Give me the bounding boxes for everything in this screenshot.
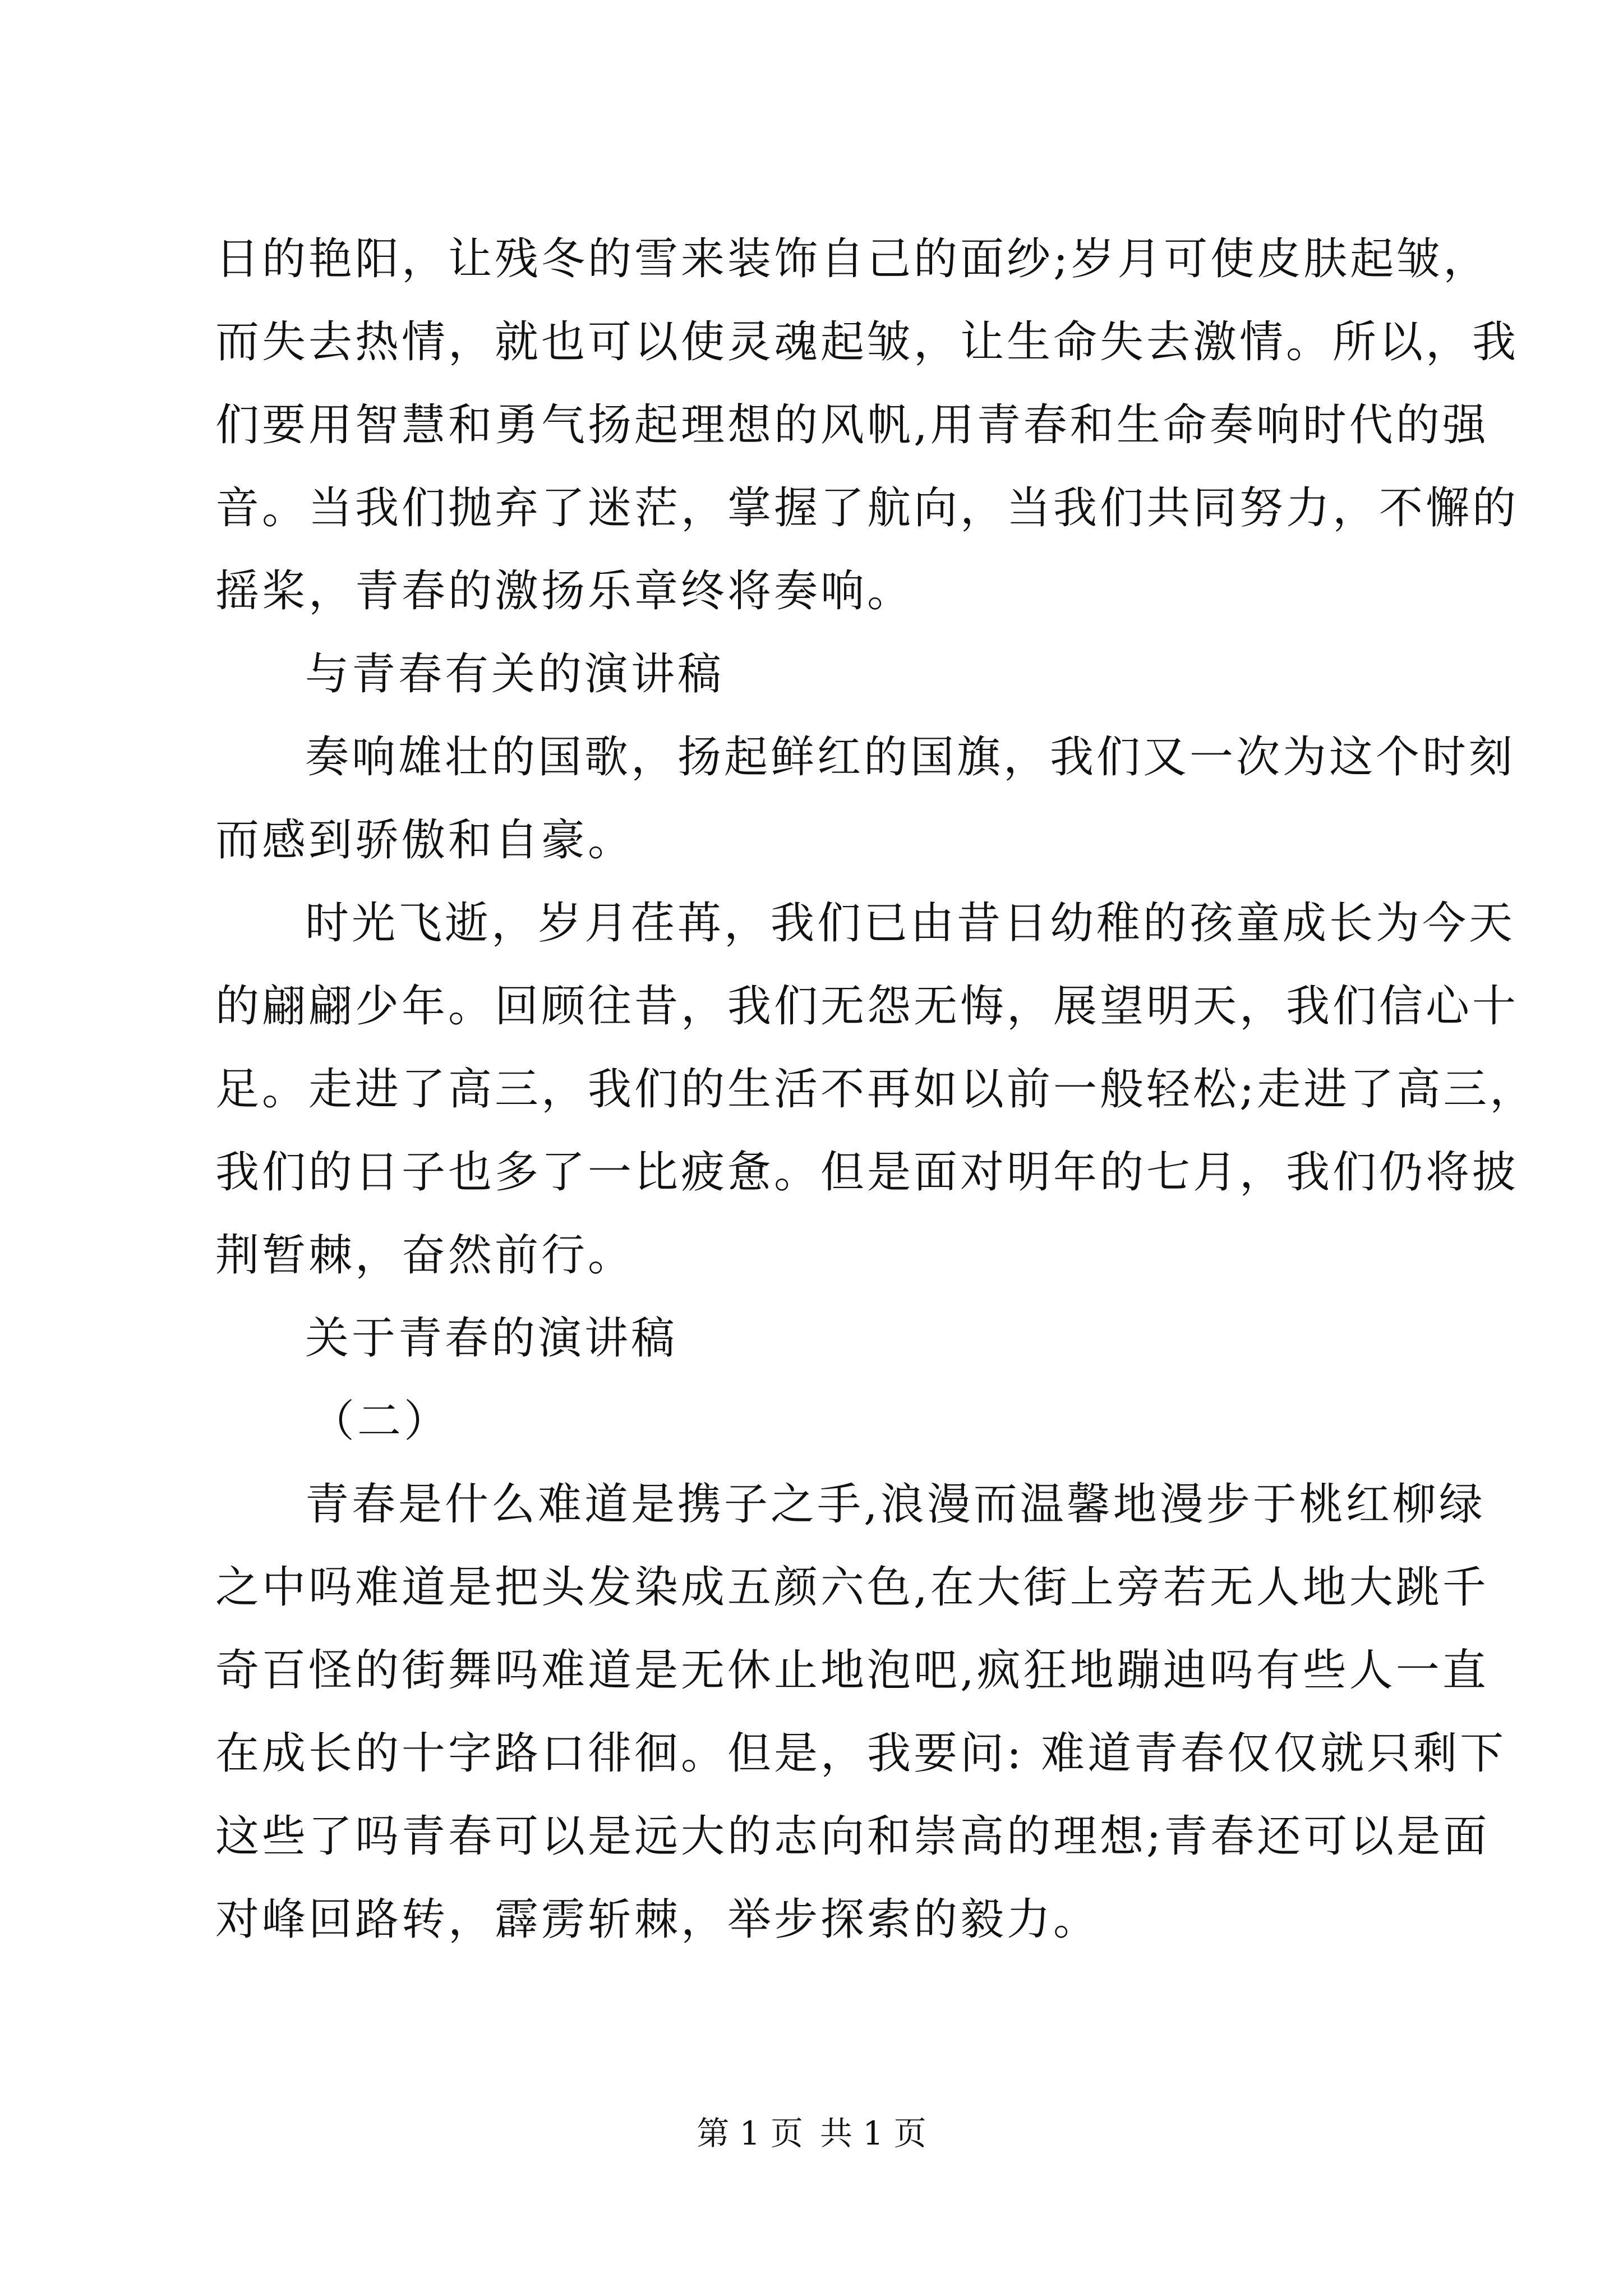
text-line: 奇百怪的街舞吗难道是无休止地泡吧,疯狂地蹦迪吗有些人一直 — [215, 1645, 1489, 1696]
text-line: 对峰回路转，霹雳斩棘，举步探索的毅力。 — [215, 1894, 1100, 1945]
document-body — [215, 218, 1537, 1961]
text-line: 这些了吗青春可以是远大的志向和崇高的理想;青春还可以是面 — [215, 1811, 1490, 1862]
page-total: 共 1 页 — [820, 2114, 926, 2152]
text-line: 音。当我们抛弃了迷茫，掌握了航向，当我们共同努力，不懈的 — [215, 483, 1519, 533]
text-line: 们要用智慧和勇气扬起理想的风帆,用青春和生命奏响时代的强 — [215, 400, 1489, 450]
text-line: 日的艳阳，让残冬的雪来装饰自己的面纱;岁月可使皮肤起皱， — [215, 234, 1490, 284]
text-line: 青春是什么难道是携子之手,浪漫而温馨地漫步于桃红柳绿 — [305, 1479, 1486, 1530]
section-number: （二） — [311, 1396, 451, 1447]
text-line: 时光飞逝，岁月荏苒，我们已由昔日幼稚的孩童成长为今天 — [305, 898, 1516, 949]
text-line: 在成长的十字路口徘徊。但是，我要问: 难道青春仅仅就只剩下 — [215, 1728, 1507, 1779]
page-footer — [0, 2114, 1623, 2153]
text-line: 足。走进了高三，我们的生活不再如以前一般轻松;走进了高三， — [215, 1064, 1537, 1115]
text-line: 而感到骄傲和自豪。 — [215, 815, 635, 866]
text-line: 奏响雄壮的国歌，扬起鲜红的国旗，我们又一次为这个时刻 — [305, 732, 1516, 783]
page-number: 第 1 页 — [697, 2114, 803, 2152]
section-heading: 与青春有关的演讲稿 — [305, 649, 725, 700]
text-line: 摇桨，青春的激扬乐章终将奏响。 — [215, 566, 914, 616]
text-line: 的翩翩少年。回顾往昔，我们无怨无悔，展望明天，我们信心十 — [215, 981, 1519, 1032]
text-line: 我们的日子也多了一比疲惫。但是面对明年的七月，我们仍将披 — [215, 1147, 1519, 1198]
text-line: 之中吗难道是把头发染成五颜六色,在大街上旁若无人地大跳千 — [215, 1562, 1489, 1613]
text-line: 而失去热情，就也可以使灵魂起皱，让生命失去激情。所以，我 — [215, 317, 1519, 367]
text-line: 荆暂棘，奋然前行。 — [215, 1230, 635, 1281]
section-heading: 关于青春的演讲稿 — [305, 1313, 678, 1364]
